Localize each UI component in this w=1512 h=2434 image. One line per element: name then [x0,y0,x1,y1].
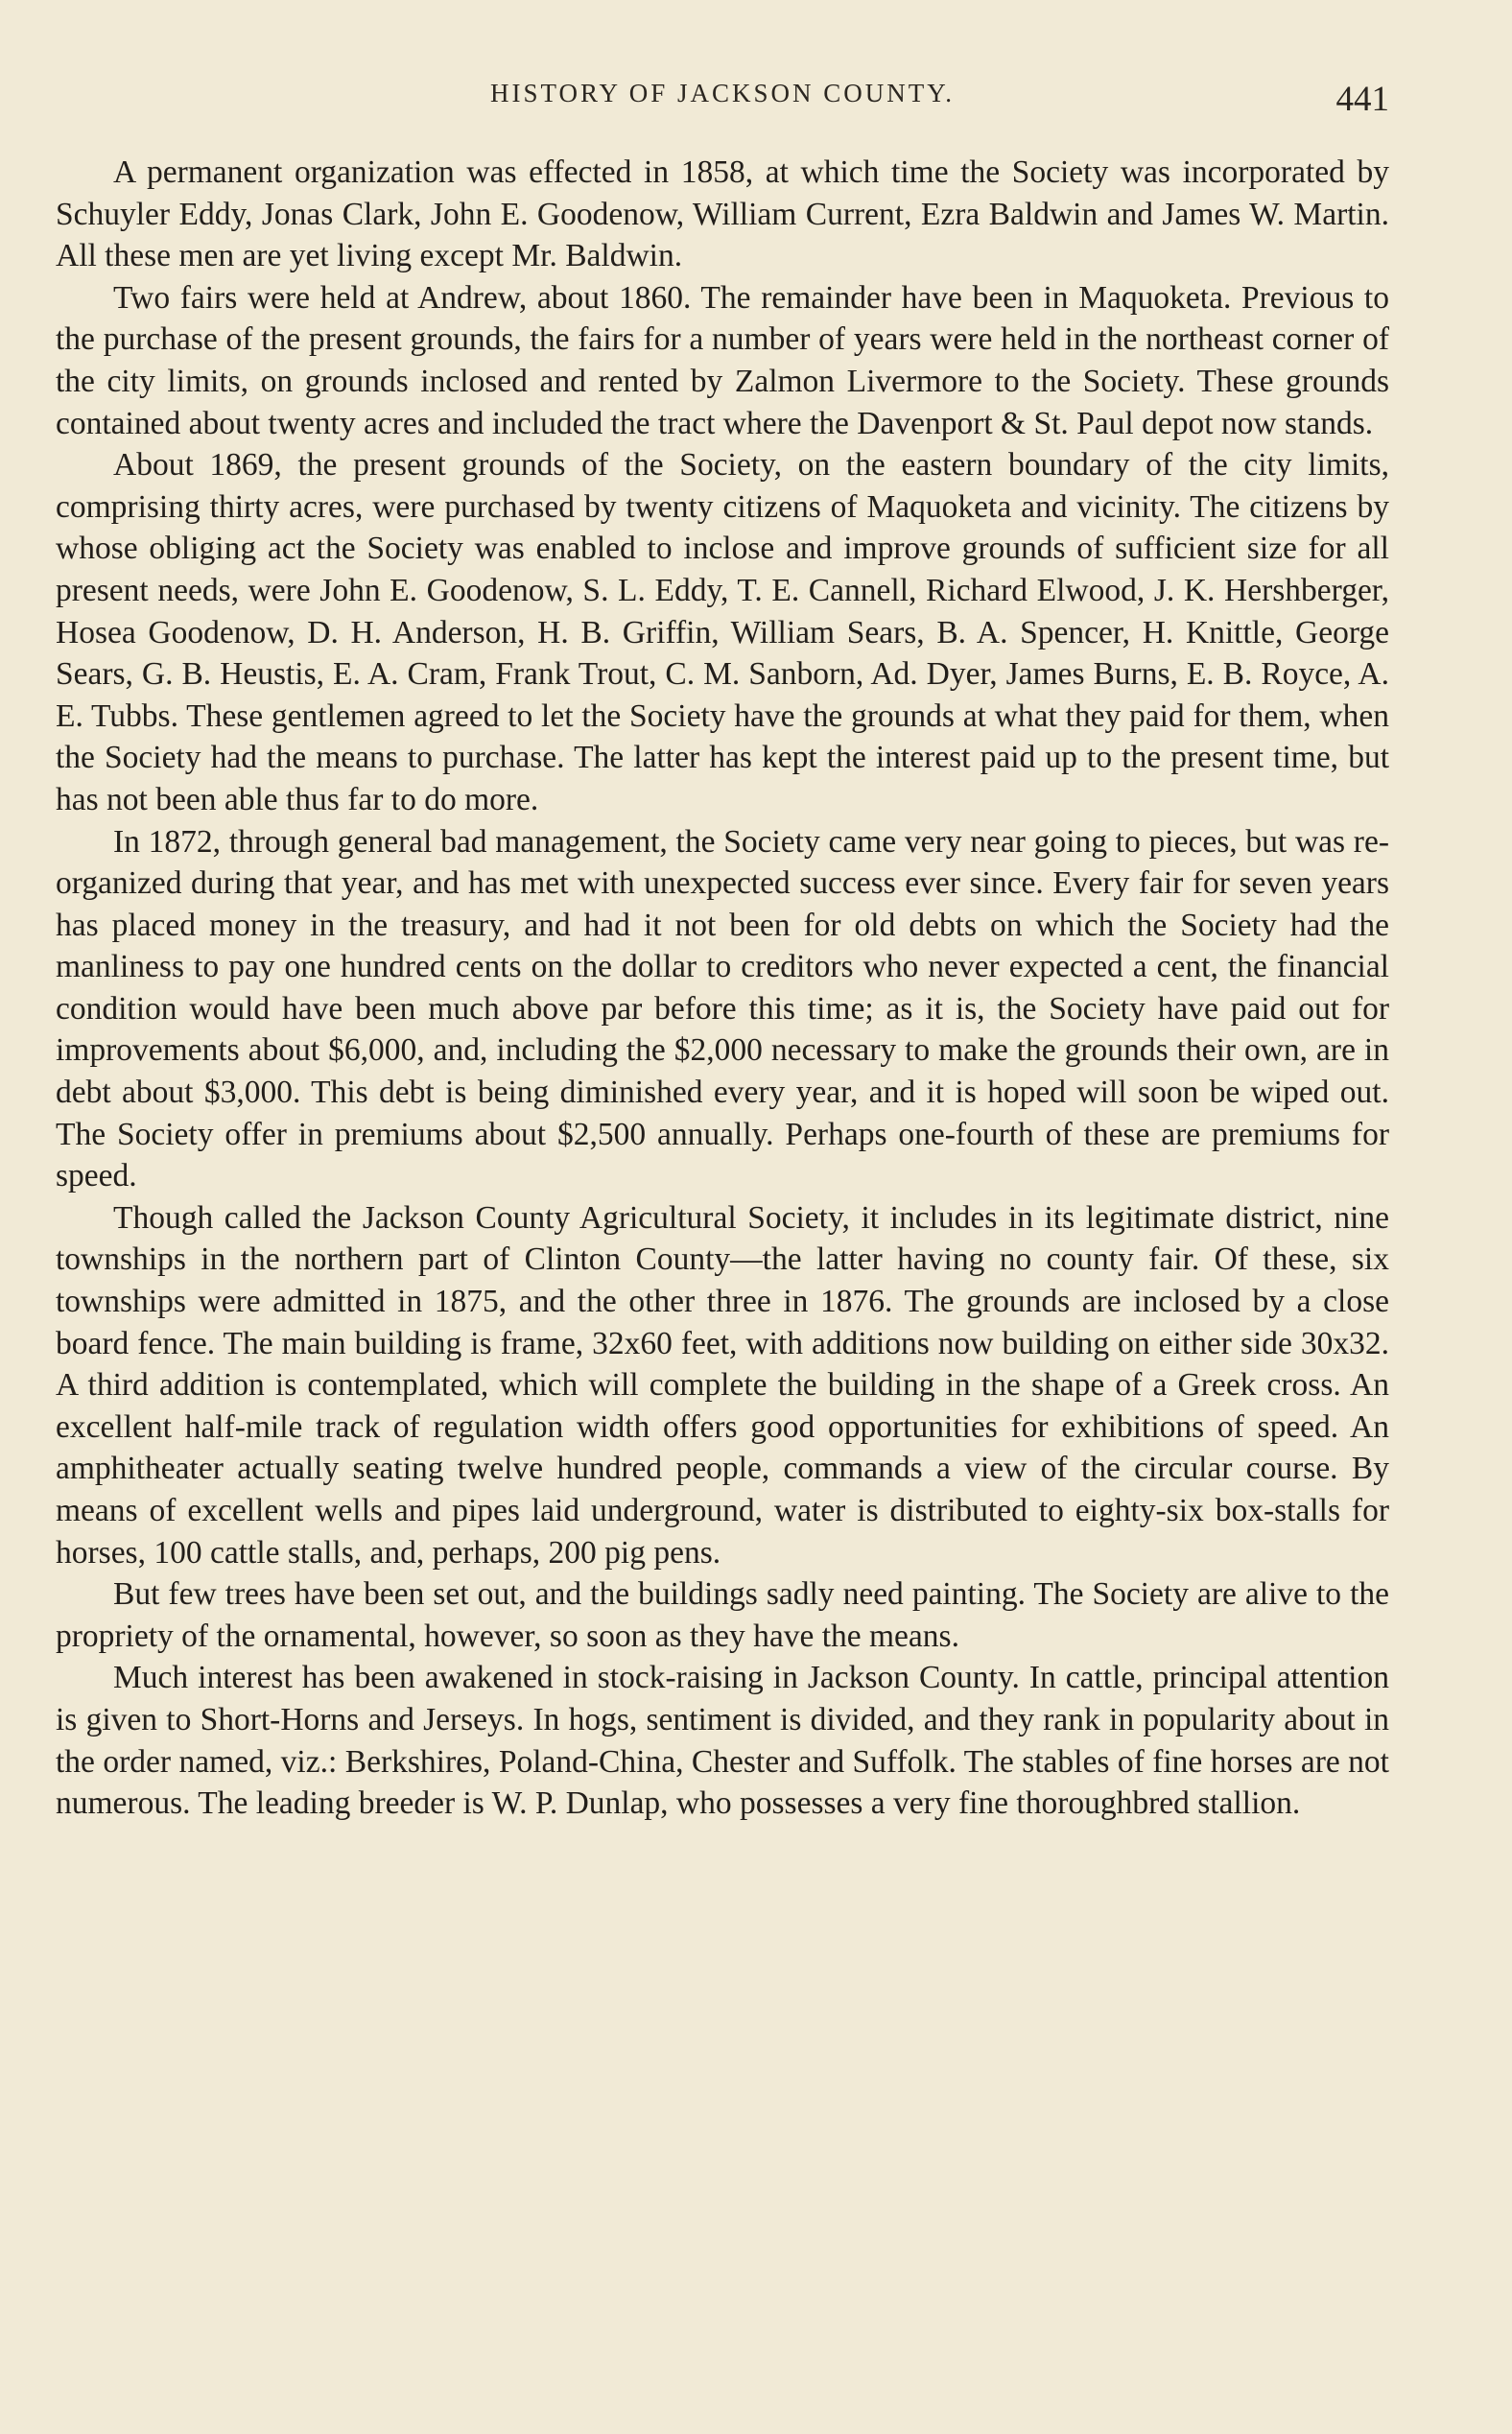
page-number: 441 [1335,80,1389,119]
paragraph: About 1869, the present grounds of the Society, on the eastern boundary of the city limits, comprising thirty acres, were purchased by twenty citizens of Maquoketa and vicinity. The citizens by whose obliging act the Society was enabled to inclose and improve grounds of sufficient size for all present needs, were John E. Goodenow, S. L. Eddy, T. E. Cannell, Richard Elwood, J. K. Hershberger, Hosea Goodenow, D. H. Anderson, H. B. Griffin, William Sears, B. A. Spencer, H. Knittle, George Sears, G. B. Heustis, E. A. Cram, Frank Trout, C. M. Sanborn, Ad. Dyer, James Burns, E. B. Royce, A. E. Tubbs. These gentlemen agreed to let the Society have the grounds at what they paid for them, when the Society had the means to purchase. The latter has kept the interest paid up to the present time, but has not been able thus far to do more. [56,447,1389,817]
running-head [56,79,1389,127]
paragraph: Though called the Jackson County Agricultural Society, it includes in its legitimate district, nine townships in the northern part of Clinton County—the latter having no county fair. Of these, six townships were admitted in 1875, and the other three in 1876. The grounds are inclosed by a close board fence. The main building is frame, 32x60 feet, with additions now building on either side 30x32. A third addition is contemplated, which will complete the building in the shape of a Greek cross. An excellent half-mile track of regulation width offers good opportunities for exhibitions of speed. An amphitheater actually seating twelve hundred people, commands a view of the circular course. By means of excellent wells and pipes laid underground, water is distributed to eighty-six box-stalls for horses, 100 cattle stalls, and, perhaps, 200 pig pens. [56,1199,1389,1571]
paragraph: Much interest has been awakened in stock-raising in Jackson County. In cattle, principal attention is given to Short-Horns and Jerseys. In hogs, sentiment is divided, and they rank in popularity about in the order named, viz.: Berkshires, Poland-China, Chester and Suffolk. The stables of fine horses are not numerous. The leading breeder is W. P. Dunlap, who possesses a very fine thoroughbred stallion. [56,1660,1389,1822]
paragraph: Two fairs were held at Andrew, about 1860. The remainder have been in Maquoketa. Previous to the purchase of the present grounds, the fairs for a number of years were held in the northeast corner of the city limits, on grounds inclosed and rented by Zalmon Livermore to the Society. These grounds contained about twenty acres and included the tract where the Davenport & St. Paul depot now stands. [56,279,1389,441]
running-title: HISTORY OF JACKSON COUNTY. [489,79,956,107]
paragraph: A permanent organization was effected in 1858, at which time the Society was incorporated by Schuyler Eddy, Jonas Clark, John E. Goodenow, William Current, Ezra Baldwin and James W. Martin. All these men are yet living except Mr. Baldwin. [56,154,1389,274]
paragraph: But few trees have been set out, and the buildings sadly need painting. The Society are alive to the propriety of the ornamental, however, so soon as they have the means. [56,1576,1389,1654]
body-text [56,152,1389,1825]
paragraph: In 1872, through general bad management, the Society came very near going to pieces, but was re-organized during that year, and has met with unexpected success ever since. Every fair for seven years has placed money in the treasury, and had it not been for old debts on which the Society had the manliness to pay one hundred cents on the dollar to creditors who never expected a cent, the financial condition would have been much above par before this time; as it is, the Society have paid out for improvements about $6,000, and, including the $2,000 necessary to make the grounds their own, are in debt about $3,000. This debt is being diminished every year, and it is hoped will soon be wiped out. The Society offer in premiums about $2,500 annually. Perhaps one-fourth of these are premiums for speed. [56,823,1389,1194]
